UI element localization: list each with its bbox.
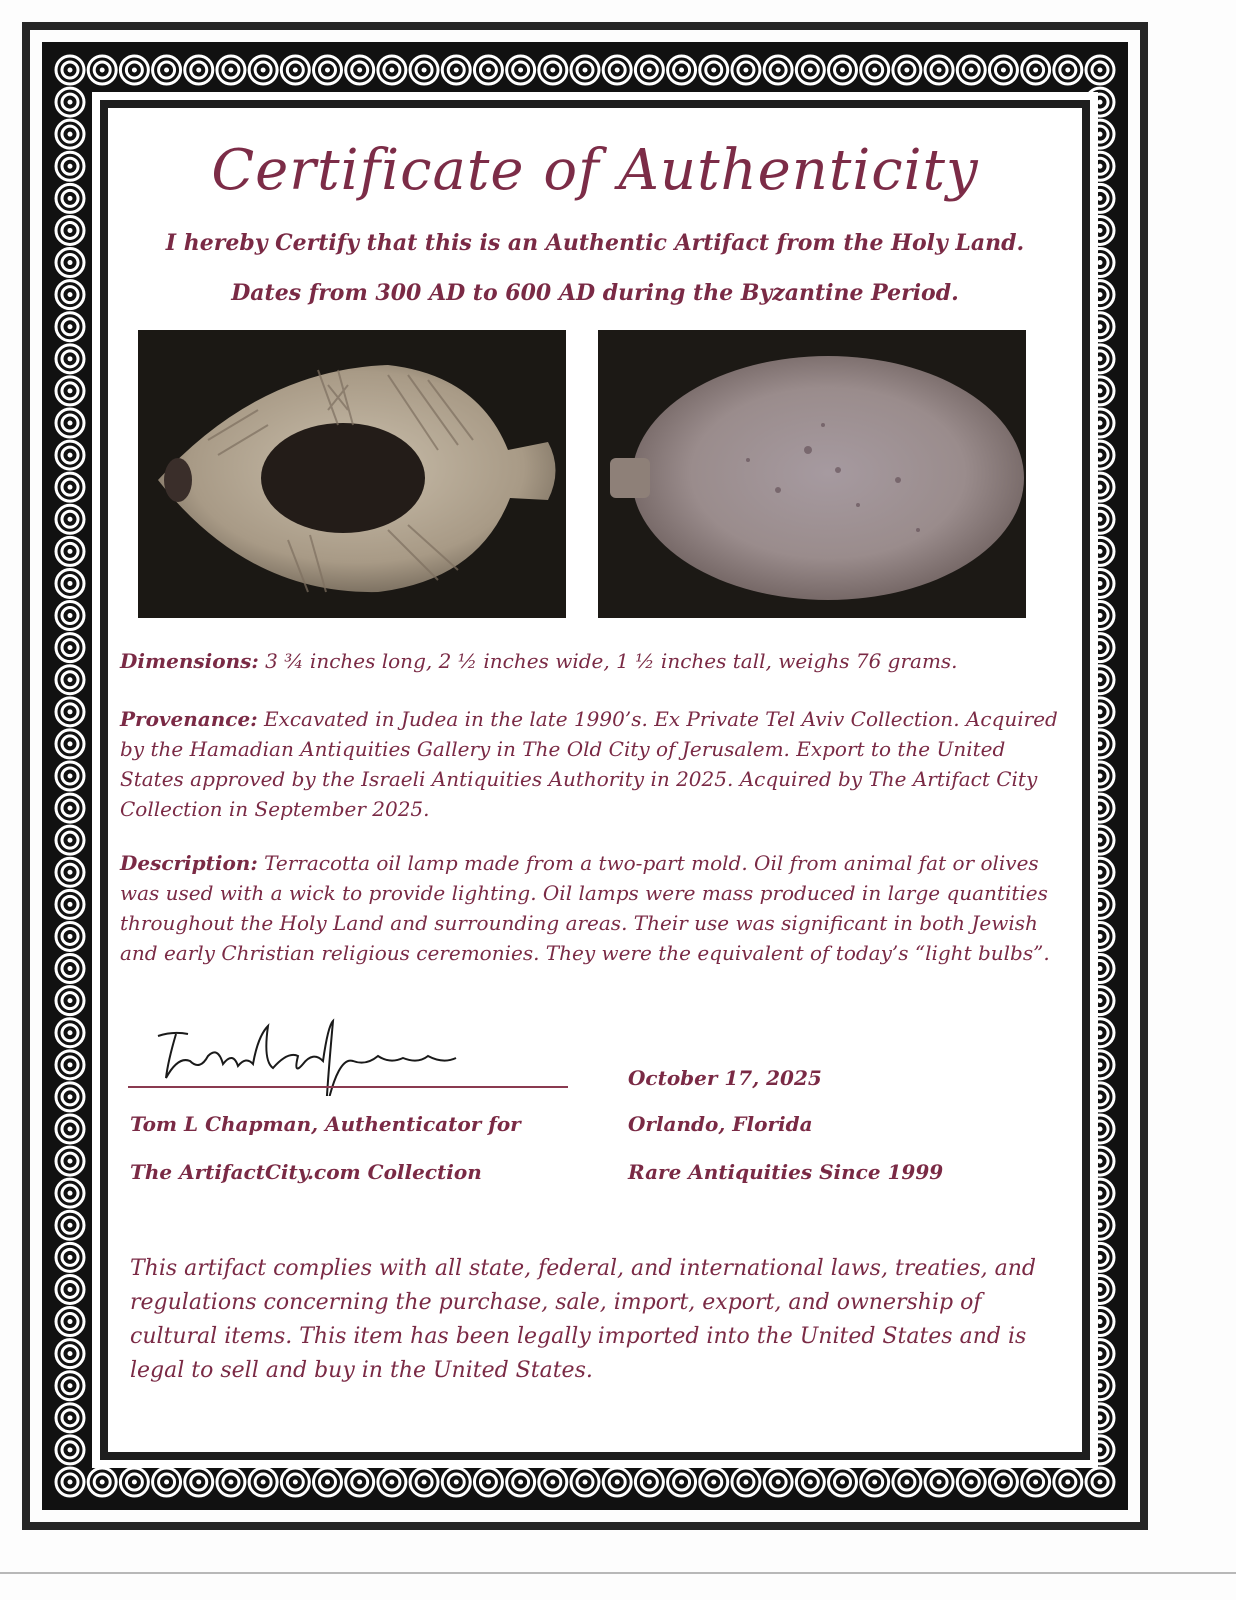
- company-tagline: Rare Antiquities Since 1999: [628, 1160, 944, 1184]
- artifact-photo-top: [138, 330, 566, 618]
- provenance-label: Provenance:: [120, 707, 258, 731]
- certificate-date: October 17, 2025: [628, 1066, 822, 1090]
- certificate-location: Orlando, Florida: [628, 1112, 813, 1136]
- certification-statement: I hereby Certify that this is an Authentic Artifact from the Holy Land.: [165, 230, 1025, 256]
- provenance-section: [120, 704, 1060, 824]
- legal-compliance-notice: This artifact complies with all state, federal, and international laws, treaties, and regulations concerning the purchase, sale, import, export, and ownership of cultural items. This item has been legally imported into the United States and is legal to sell and buy in the United States.: [130, 1256, 1036, 1383]
- signature-area: [128, 1028, 568, 1098]
- description-section: [120, 848, 1060, 968]
- signer-name: Tom L Chapman, Authenticator for: [130, 1112, 521, 1136]
- description-label: Description:: [120, 851, 258, 875]
- collection-name: The ArtifactCity.com Collection: [130, 1160, 482, 1184]
- certificate-content: [108, 108, 1082, 1452]
- certificate-title: Certificate of Authenticity: [211, 138, 979, 203]
- dimensions-label: Dimensions:: [120, 649, 259, 673]
- oil-lamp-top-image: [138, 330, 566, 618]
- dimensions-text: 3 ¾ inches long, 2 ½ inches wide, 1 ½ inches tall, weighs 76 grams.: [258, 649, 958, 673]
- description-text: Terracotta oil lamp made from a two-part mold. Oil from animal fat or olives was used with a wick to provide lighting. Oil lamps were mass produced in large quantities throughout the Holy Land and surrounding areas. Their use was significant in both Jewish and early Christian religious ceremonies. They were the equivalent of today’s “light bulbs”.: [120, 851, 1050, 965]
- oil-lamp-bottom-image: [598, 330, 1026, 618]
- date-range-statement: Dates from 300 AD to 600 AD during the Byzantine Period.: [231, 280, 959, 306]
- signature-line: [128, 1086, 568, 1088]
- dimensions-section: [120, 646, 1060, 676]
- scan-edge-line: [0, 1572, 1236, 1574]
- handwritten-signature: [128, 1016, 568, 1096]
- provenance-text: Excavated in Judea in the late 1990’s. Ex Private Tel Aviv Collection. Acquired by the Hamadian Antiquities Gallery in The Old City of Jerusalem. Export to the United States approved by the Israeli Antiquities Authority in 2025. Acquired by The Artifact City Collection in September 2025.: [120, 707, 1058, 821]
- artifact-photo-bottom: [598, 330, 1026, 618]
